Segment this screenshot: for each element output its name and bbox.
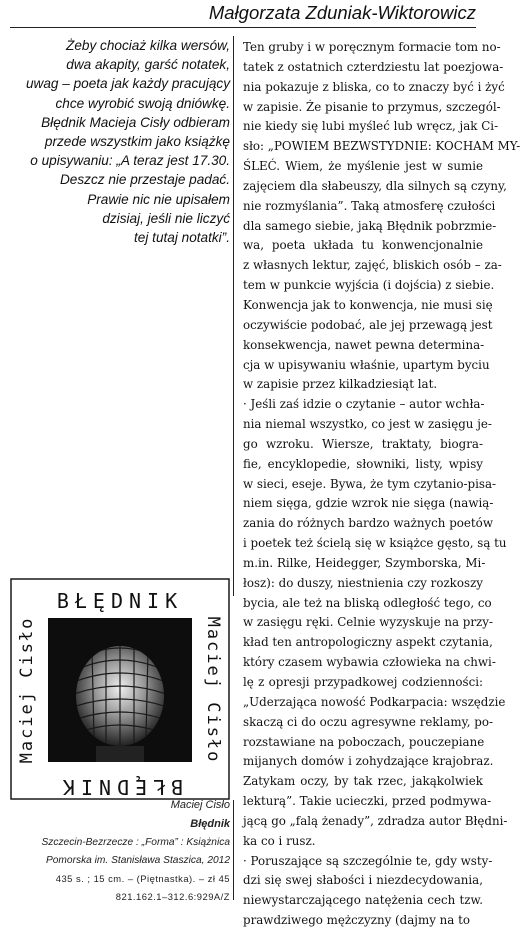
caption-publisher-2: Pomorska im. Stanisława Staszica, 2012 <box>45 855 230 866</box>
pull-quote-line: Deszcz nie przestaje padać. <box>59 172 230 188</box>
body-line: konsekwencja, nawet pewna determina- <box>243 337 485 352</box>
pull-quote-line: Prawie nic nie upisałem <box>87 191 230 207</box>
body-line: Ten gruby i w poręcznym formacie tom no- <box>243 40 501 54</box>
body-line: tem w punkcie wyjścia (i dojścia) z siebie. <box>243 278 495 293</box>
pull-quote <box>8 36 230 247</box>
body-line: i poetek też ścielą się w książce gęsto, są tu <box>243 536 507 551</box>
body-line: nie kiedy się lubi myśleć lub wręcz, jak Ci- <box>243 119 499 134</box>
body-line: skaczą ci do oczu agresywne reklamy, po- <box>243 714 493 729</box>
body-line: fie, encyklopedie, słowniki, listy, wpisy <box>243 456 483 471</box>
pull-quote-line: uwag – poeta jak każdy pracujący <box>25 76 230 92</box>
body-line: jącą go „falą żenady”, zdradza autor Błędni- <box>243 813 508 828</box>
body-line: bycia, ale też na bliską odległość tego, co <box>243 595 492 610</box>
caption-title: Błędnik <box>190 818 230 830</box>
body-line: ŚLEĆ. Wiem, że myślenie jest w sumie <box>243 159 483 174</box>
body-line: w zapisie przez kilkadziesiąt lat. <box>243 377 438 392</box>
column-rule <box>233 36 234 596</box>
pull-quote-line: dzisiaj, jeśli nie liczyć <box>102 210 230 226</box>
body-line: dla samego siebie, jaką Błędnik pobrzmie- <box>243 218 497 233</box>
cover-title-top: BŁĘDNIK <box>56 589 184 613</box>
cover-author-left: Maciej Cisło <box>17 616 37 764</box>
body-line: który czasem wybawia człowieka na chwi- <box>243 655 496 670</box>
body-line: · Poruszające są szczególnie te, gdy wsty- <box>243 853 493 868</box>
caption-meta-2: 821.162.1–312.6:929A/Z <box>115 891 230 902</box>
book-caption <box>8 796 230 906</box>
body-line: łosz): do duszy, niestnienia czy rozkoszy <box>243 575 483 590</box>
body-line: wa, poeta układa tu konwencjonalnie <box>243 238 483 253</box>
body-line: nia pokazuje z bliska, co to znaczy być i żyć <box>243 79 505 94</box>
pull-quote-line: przede wszystkim jako książkę <box>44 134 230 150</box>
body-line: kład ten antropologiczny aspekt czytania, <box>243 635 493 650</box>
body-line: w zasięgu ręki. Celnie wyzyskuje na przy- <box>243 615 493 630</box>
pull-quote-line: dwa akapity, garść notatek, <box>66 57 230 73</box>
body-line: w sieci, eseje. Bywa, że tym czytanio-pisa- <box>243 476 497 491</box>
article-author: Małgorzata Zduniak-Wiktorowicz <box>208 2 476 23</box>
book-cover-image <box>10 578 230 800</box>
column-rule-lower <box>233 800 234 900</box>
body-line: lekturą”. Takie ucieczki, przed podmywa- <box>243 794 492 809</box>
pull-quote-line: Żeby chociaż kilka wersów, <box>66 38 230 53</box>
body-line: niem sięga, gdzie wzrok nie sięga (nawią- <box>243 496 494 511</box>
caption-meta-1: 435 s. ; 15 cm. – (Piętnastka). – zł 45 <box>55 873 230 884</box>
body-line: nie rozmyślania”. Taką atmosferę czułości <box>243 198 496 213</box>
body-line: oczywiście podobać, ale jej przewagą jest <box>243 317 493 332</box>
body-line: tatek z ostatnich czterdziestu lat poezjowa- <box>243 59 504 74</box>
body-line: ka co i rusz. <box>243 833 316 848</box>
body-line: zania do różnych bardzo ważnych poetów <box>243 516 493 531</box>
cover-author-right: Maciej Cisło <box>203 616 223 764</box>
book-cover <box>10 578 230 800</box>
body-line: prawdziwego mężczyzny (dajmy na to <box>243 913 471 928</box>
body-line: nia niemal wszystko, co jest w zasięgu je- <box>243 417 492 432</box>
body-line: rozstawiane na poboczach, pouczepiane <box>243 734 485 749</box>
body-line: w zapisie. Że pisanie to przymus, szczegól- <box>243 99 501 114</box>
body-line: · Jeśli zaś idzie o czytanie – autor wchła- <box>243 397 485 412</box>
body-line: z własnych lektur, zajęć, bliskich osób – za- <box>243 258 502 273</box>
body-line: dzi się swej słabości i niezdecydowania, <box>243 873 483 888</box>
pull-quote-line: o upisywaniu: „A teraz jest 17.30. <box>30 153 230 169</box>
body-line: zajęciem dla słabeuszy, dla silnych są czyny, <box>243 178 507 193</box>
neck <box>96 746 144 762</box>
body-line: mijanych domów i zohydzające krajobraz. <box>243 754 494 769</box>
cover-title-bottom: BŁĘDNIK <box>56 775 184 799</box>
body-line: Konwencja jak to konwencja, nie musi się <box>243 297 493 312</box>
caption-publisher-1: Szczecin-Bezrzecze : „Forma” : Książnica <box>41 837 230 848</box>
body-line: „Uderzająca nowość Podkarpacia: wszędzie <box>243 694 506 709</box>
body-line: go wzroku. Wiersze, traktaty, biogra- <box>243 436 483 451</box>
header-rule <box>10 27 476 28</box>
article-body <box>243 38 520 931</box>
body-line: lę z opresji przypadkowej codzienności: <box>243 675 483 689</box>
pull-quote-line: chce wyrobić swoją dniówkę. <box>55 95 230 111</box>
body-line: Zatykam oczy, by tak rzec, jakąkolwiek <box>243 774 483 789</box>
pull-quote-line: tej tutaj notatki”. <box>134 230 230 246</box>
body-line: niewystarczającego natężenia cech tzw. <box>243 893 483 908</box>
pull-quote-line: Błędnik Macieja Cisły odbieram <box>41 114 230 130</box>
body-line: m.in. Rilke, Heidegger, Szymborska, Mi- <box>243 555 486 570</box>
caption-author: Maciej Cisło <box>170 799 230 811</box>
body-line: cja w upisywaniu właśnie, upartym byciu <box>243 357 490 372</box>
body-line: sło: „POWIEM BEZWSTYDNIE: KOCHAM MY- <box>243 139 520 154</box>
